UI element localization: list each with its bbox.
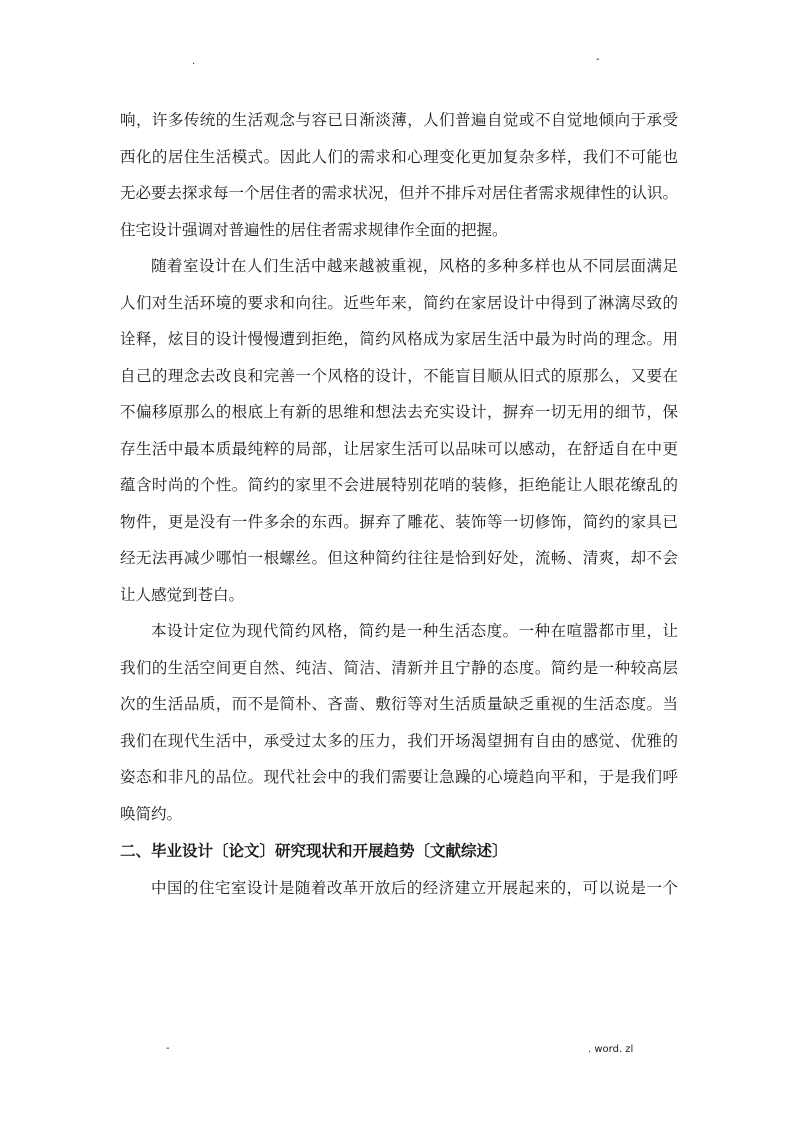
footer-right-mark: . word. zl [588,1044,634,1055]
text-line: 次的生活品质，而不是简朴、吝啬、敷衍等对生活质量缺乏重视的生活态度。当 [120,695,678,713]
document-body [120,102,678,907]
text-line: 住宅设计强调对普遍性的居住者需求规律作全面的把握。 [120,220,508,239]
text-line: 物件，更是没有一件多余的东西。摒弃了雕花、装饰等一切修饰，简约的家具已 [120,512,678,531]
text-line: 我们在现代生活中，承受过太多的压力，我们开场渴望拥有自由的感觉、优雅的 [120,731,678,750]
header-left-mark: . [192,56,196,67]
text-line: 自己的理念去改良和完善一个风格的设计，不能盲目顺从旧式的原那么，又要在 [120,366,678,385]
footer-left-mark: - [166,1043,170,1054]
text-line: 本设计定位为现代简约风格，简约是一种生活态度。一种在喧嚣都市里，让 [151,622,678,640]
paragraph-1 [120,102,678,248]
paragraph-4 [120,870,678,907]
paragraph-2 [120,248,678,613]
section-heading: 二、毕业设计〔论文〕研究现状和开展趋势〔文献综述〕 [120,842,508,860]
text-line: 随着室设计在人们生活中越来越被重视，风格的多种多样也从不同层面满足 [151,257,678,275]
text-line: 经无法再减少哪怕一根螺丝。但这种简约往往是恰到好处，流畅、清爽，却不会 [120,549,678,567]
text-line: 响，许多传统的生活观念与容已日渐淡薄，人们普遍自觉或不自觉地倾向于承受 [120,111,678,129]
text-line: 无必要去探求每一个居住者的需求状况，但并不排斥对居住者需求规律性的认识。 [120,184,679,202]
text-line: 让人感觉到苍白。 [120,585,245,604]
text-line: 诠释，炫目的设计慢慢遭到拒绝，简约风格成为家居生活中最为时尚的理念。用 [120,330,678,348]
text-line: 蕴含时尚的个性。简约的家里不会进展特别花哨的装修，拒绝能让人眼花缭乱的 [120,476,678,494]
text-line: 存生活中最本质最纯粹的局部，让居家生活可以品味可以感动，在舒适自在中更 [120,439,678,458]
text-line: 西化的居住生活模式。因此人们的需求和心理变化更加复杂多样，我们不可能也 [120,147,678,166]
text-line: 中国的住宅室设计是随着改革开放后的经济建立开展起来的，可以说是一个 [151,879,678,897]
text-line: 人们对生活环境的要求和向往。近些年来，简约在家居设计中得到了淋漓尽致的 [120,293,678,312]
header-right-mark: - [596,54,600,65]
text-line: 不偏移原那么的根底上有新的思维和想法去充实设计，摒弃一切无用的细节，保 [120,403,678,421]
text-line: 姿态和非凡的品位。现代社会中的我们需要让急躁的心境趋向平和，于是我们呼 [120,768,678,786]
text-line: 唤简约。 [120,804,183,823]
paragraph-3 [120,613,678,832]
text-line: 我们的生活空间更自然、纯洁、简洁、清新并且宁静的态度。简约是一种较高层 [120,658,678,677]
